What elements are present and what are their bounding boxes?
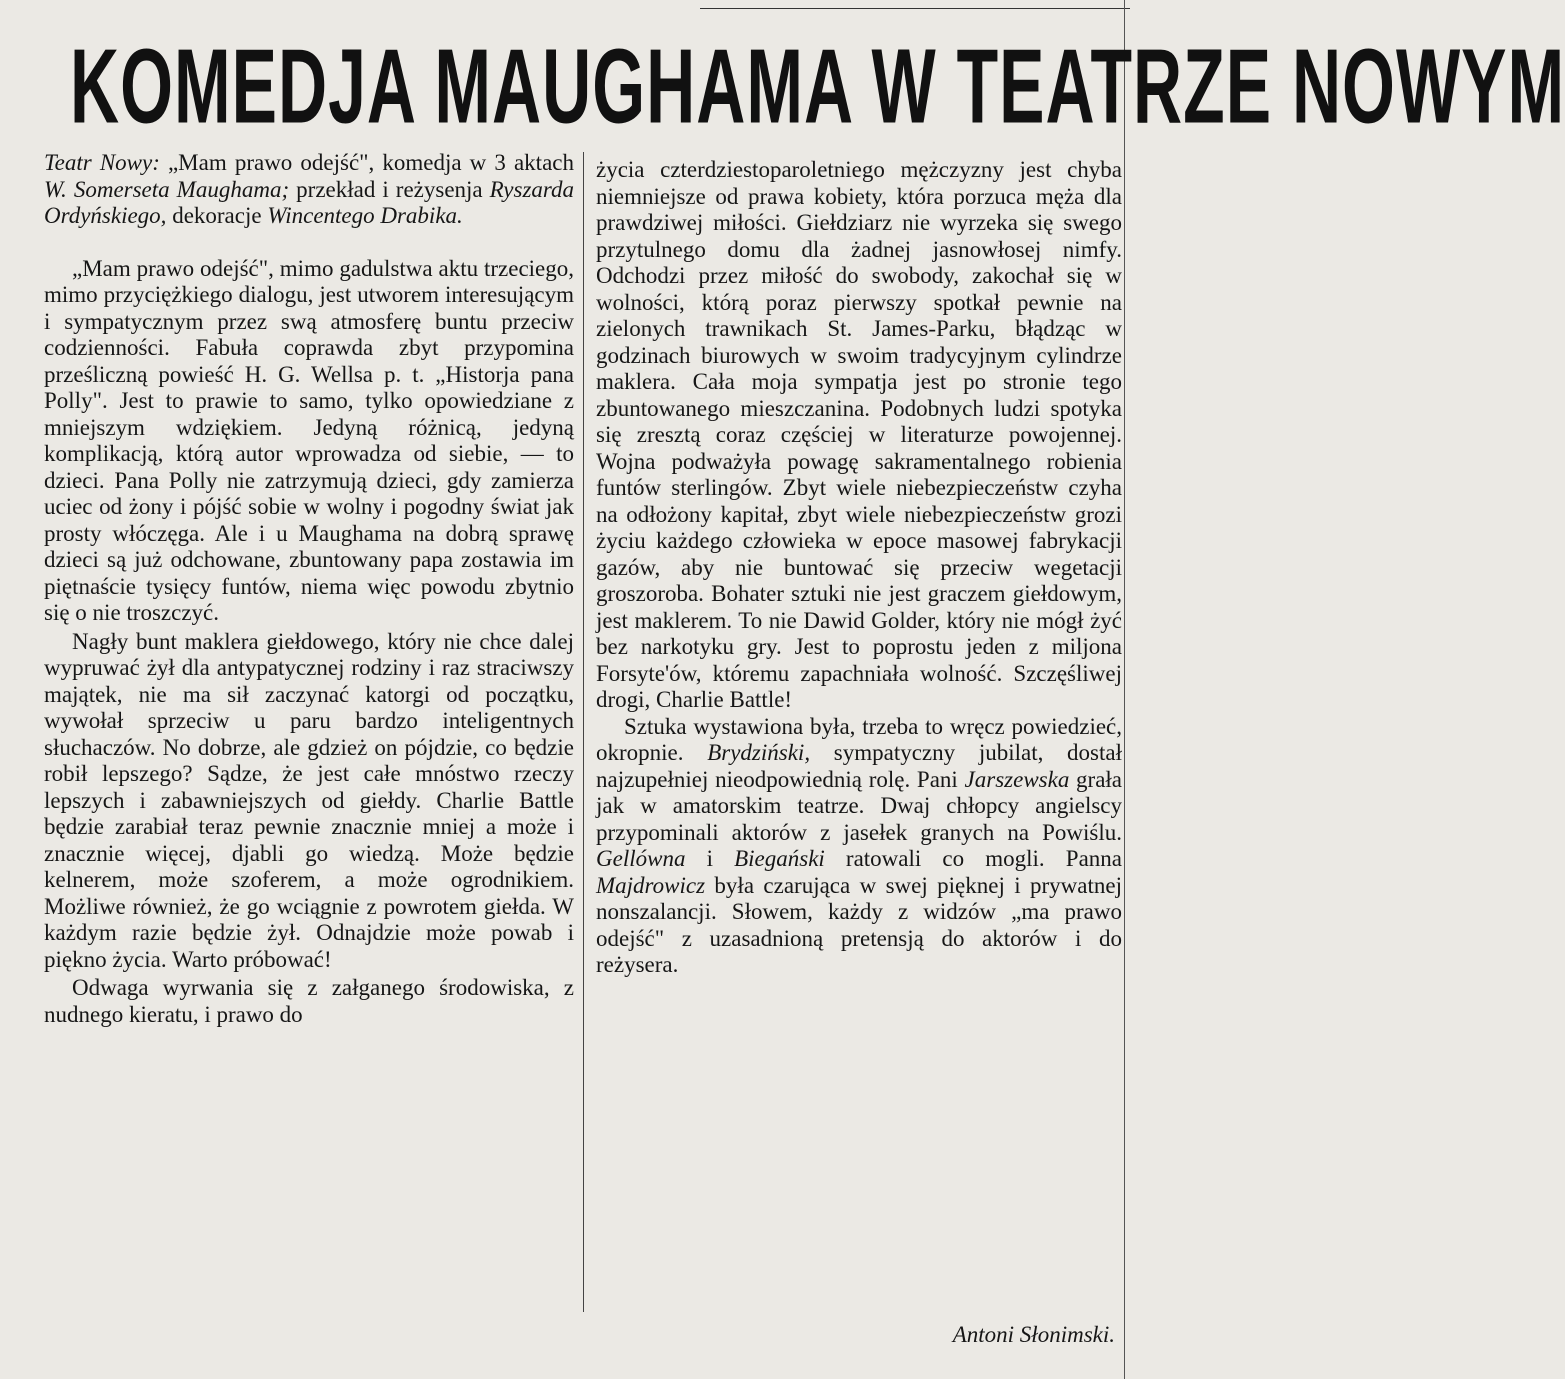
actor-name: Biegański — [734, 846, 825, 871]
page-edge-rule — [1124, 0, 1125, 1379]
review-paragraph — [596, 714, 1122, 979]
review-text: grała jak w amatorskim teatrze. Dwaj chłopcy angielscy przypominali aktorów z jasełek granych na Powiślu. — [596, 766, 1123, 845]
column-divider — [583, 152, 584, 1312]
actor-name: Gellówna — [596, 846, 686, 871]
credits-theatre: Teatr Nowy: — [44, 150, 160, 175]
author-signature: Antoni Słonimski. — [952, 1322, 1115, 1347]
paragraph: Nagły bunt maklera giełdowego, który nie chce dalej wypruwać żył dla antypatycznej rodziny i raz straciwszy majątek, nie ma sił zaczynać katorgi od początku, wywołał sprzeciw u paru bardzo inteligentnych słuchaczów. No dobrze, ale gdzież on pójdzie, co będzie robił lepszego? Sądze, że jest całe mnóstwo rzeczy lepszych i zabawniejszych od giełdy. Charlie Battle będzie zarabiał teraz pewnie znacznie mniej a może i znacznie więcej, djabli go wiedzą. Może będzie kelnerem, może szoferem, a może ogrodnikiem. Możliwe również, że go wciągnie z powrotem giełda. W każdym razie będzie żył. Odnajdzie może powab i piękno życia. Warto próbować! — [44, 628, 574, 972]
credits-designer: Wincentego Drabika. — [267, 203, 463, 228]
credits-author: W. Somerseta Maughama; — [44, 176, 290, 202]
review-text: i — [685, 846, 735, 871]
paragraph: życia czterdziestoparoletniego mężczyzny jest chyba niemniejsze od prawa kobiety, która porzuca męża dla prawdziwej miłości. Giełdziarz nie wyrzeka się swego przytulnego domu dla żadnej jasnowłosej nimfy. Odchodzi przez miłość do swobody, zakochał się w wolności, którą poraz pierwszy spotkał pewnie na zielonych trawnikach St. James-Parku, błądząc w godzinach biurowych w swoim tradycyjnym cylindrze maklera. Cała moja sympatja jest po stronie tego zbuntowanego mieszczanina. Podobnych ludzi spotyka się zresztą coraz częściej w literaturze powojennej. Wojna podważyła powagę sakramentalnego robienia funtów sterlingów. Zbyt wiele niebezpieczeństw czyha na odłożony kapitał, zbyt wiele niebezpieczeństw grozi życiu każdego człowieka w epoce masowej fabrykacji gazów, aby nie buntować się przeciw wegetacji groszoroba. Bohater sztuki nie jest graczem giełdowym, jest maklerem. To nie Dawid Golder, który nie mógł żyć bez narkotyku gry. Jest to poprostu jeden z miljona Forsyte'ów, któremu zapachniała wolność. Szczęśliwej drogi, Charlie Battle! — [596, 157, 1122, 712]
review-text: Sztuka wystawiona była, trzeba to wręcz powiedzieć, okropnie. — [596, 713, 1122, 765]
review-text: była czarująca w swej pięknej i prywatnej nonszalancji. Słowem, każdy z widzów „ma prawo odejść" z uzasadnioną pretensją do aktorów i do reżysera. — [596, 872, 1122, 977]
credits-text-3: dekoracje — [166, 203, 268, 228]
credits — [44, 150, 574, 230]
actor-name: Jarszewska — [964, 766, 1070, 792]
review-text: sympatyczny jubilat, dostał najzupełniej nieodpowiednią rolę. Pani — [596, 740, 1122, 792]
right-column — [596, 157, 1122, 979]
credits-translator: Ryszarda Ordyńskiego, — [44, 176, 575, 228]
paragraph: Odwaga wyrwania się z załganego środowiska, z nudnego kieratu, i prawo do — [44, 975, 574, 1027]
actor-name: Majdrowicz — [596, 872, 706, 898]
headline: KOMEDJA MAUGHAMA W TEATRZE NOWYM — [70, 28, 1565, 146]
review-text: ratowali co mogli. Panna — [824, 846, 1122, 871]
paragraph: „Mam prawo odejść", mimo gadulstwa aktu trzeciego, mimo przyciężkiego dialogu, jest utworem interesującym i sympatycznym przez swą atmosferę buntu przeciw codzienności. Fabuła coprawda zbyt przypomina prześliczną powieść H. G. Wellsa p. t. „Historja pana Polly". Jest to prawie to samo, tylko opowiedziane z mniejszym wdziękiem. Jedyną różnicą, jedyną komplikacją, którą autor wprowadza od siebie, — to dzieci. Pana Polly nie zatrzymują dzieci, gdy zamierza uciec od żony i pójść sobie w wolny i pogodny świat jak prosty włóczęga. Ale i u Maughama na dobrą sprawę dzieci są już odchowane, zbuntowany papa zostawia im piętnaście tysięcy funtów, niema więc powodu zbytnio się o nie troszczyć. — [44, 255, 574, 625]
credits-text-1: „Mam prawo odejść", komedja w 3 aktach — [159, 150, 574, 175]
actor-name: Brydziński, — [707, 740, 811, 765]
left-column — [44, 150, 574, 1028]
credits-text-2: przekład i reżysenja — [289, 176, 490, 202]
